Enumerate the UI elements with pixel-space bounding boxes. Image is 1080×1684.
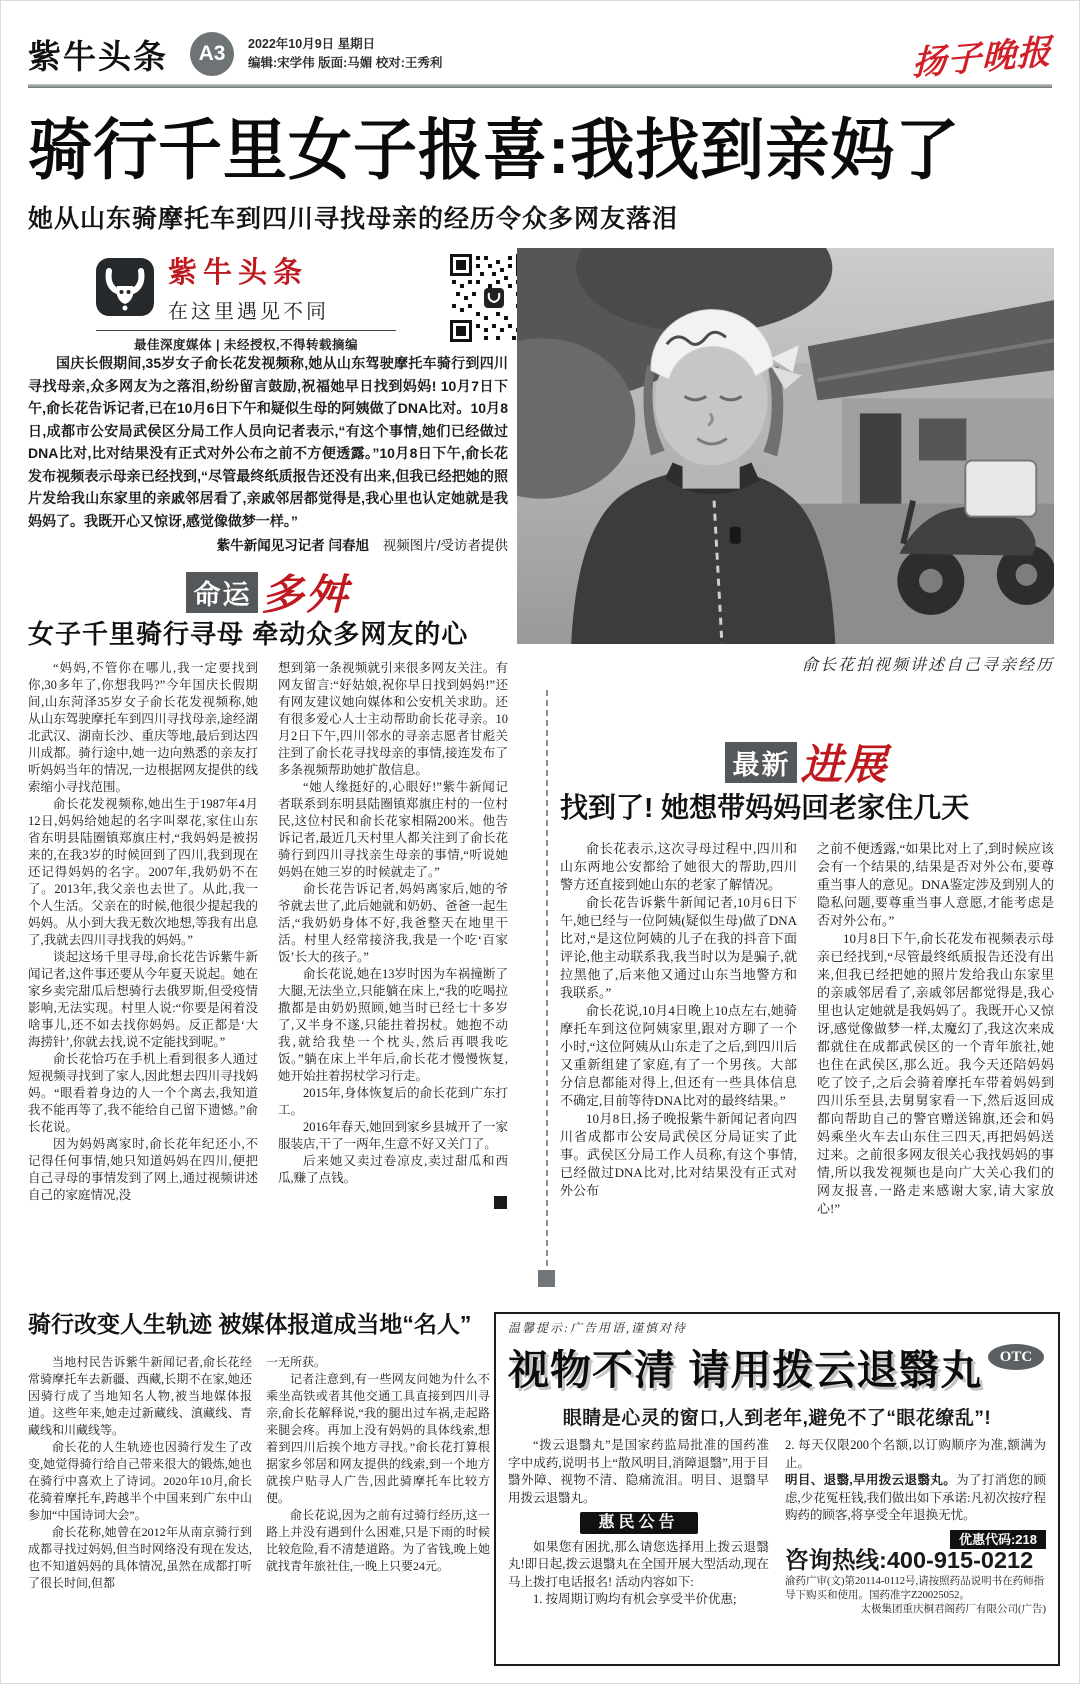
- ad-item-2: 2. 每天仅限200个名额,以订购顺序为准,额满为止。: [785, 1438, 1046, 1470]
- bull-logo-icon: [96, 258, 154, 316]
- paper-logo: 扬子晚报: [911, 32, 1053, 83]
- ad-notice-title: 惠民公告: [580, 1512, 698, 1534]
- ad-disclaimer: 温馨提示:广告用语,谨慎对待: [508, 1321, 687, 1335]
- ad-item-1: 1. 按周期订购均有机会享受半价优惠;: [533, 1592, 737, 1606]
- progress-badge-plain: 最新: [725, 742, 797, 783]
- article-end-marker: [494, 1196, 507, 1209]
- ad-intro: “拨云退翳丸”是国家药监局批准的国药准字中成药,说明书上“散风明目,消障退翳”,用于目翳外障、视物不清、隐痛流泪。明目、退翳早用拨云退翳丸。: [508, 1438, 769, 1505]
- masthead-date: 2022年10月9日 星期日: [248, 37, 376, 51]
- fate-section-badge: [28, 562, 508, 622]
- photo-illustration: [517, 248, 1054, 644]
- masthead: [28, 28, 1053, 83]
- fate-columns: [28, 660, 508, 1304]
- byline-reporter: 紫牛新闻见习记者 闫春旭: [216, 538, 369, 553]
- ad-smallprint: [785, 1575, 1046, 1617]
- byline: [28, 534, 508, 554]
- ad-hotline-number: 400-915-0212: [886, 1547, 1034, 1573]
- progress-columns: [560, 840, 1054, 1306]
- otc-badge-icon: OTC: [988, 1344, 1044, 1370]
- column-divider: [546, 690, 548, 1266]
- ad-hotline: [785, 1547, 1046, 1573]
- ad-column-left: [508, 1437, 769, 1617]
- ad-approval: 渝药广审(文)第20114-0112号,请按照药品说明书在药师指导下购买和使用。国药准字Z20025052。: [785, 1575, 1045, 1601]
- ad-promise: [785, 1472, 1046, 1525]
- brand-box: [96, 250, 440, 352]
- progress-column-1: 俞长花表示,这次寻母过程中,四川和山东两地公安都给了她很大的帮助,四川警方还直接到她山东的老家了解情况。 俞长花告诉紫牛新闻记者,10月6日下午,她已经与一位阿姨(疑似生母)做了DNA比对,“是这位阿姨的儿子在我的抖音下面评论,他主动联系我,我当时以为是骗子,就拉黑他了,后来他又通过山东当地警方和我联系。” 俞长花说,10月4日晚上10点左右,她骑摩托车到这位阿姨家里,跟对方聊了一个小时,“这位阿姨从山东走了之后,到四川后又重新组建了家庭,有了一个男孩。大部分信息都能对得上,但还有一些具体信息不确定,目前等待DNA比对的最终结果。” 10月8日,扬子晚报紫牛新闻记者向四川省成都市公安局武侯区分局证实了此事。武侯区分局工作人员称,有这个事情,已经做过DNA比对,比对结果没有正式对外公布: [560, 841, 797, 1198]
- news-photo: [517, 248, 1054, 644]
- ad-promise-bold: 明目、退翳,早用拨云退翳丸。: [785, 1473, 957, 1487]
- ad-title: 视物不清 请用拨云退翳丸: [508, 1347, 983, 1393]
- byline-credit: 视频图片/受访者提供: [382, 538, 508, 553]
- masthead-staff: 编辑:宋学伟 版面:马媚 校对:王秀利: [248, 56, 443, 70]
- brand-slogan: 在这里遇见不同: [168, 301, 329, 323]
- fate-badge-red: 多舛: [261, 573, 350, 619]
- ad-subtitle: 眼睛是心灵的窗口,人到老年,避免不了“眼花缭乱”!: [562, 1408, 992, 1429]
- progress-section-title: 找到了! 她想带妈妈回老家住几天: [560, 792, 970, 823]
- fate-column-1: “妈妈,不管你在哪儿,我一定要找到你,30多年了,你想我吗?”今年国庆长假期间,山东菏泽35岁女子俞长花发视频称,她从山东驾驶摩托车到四川寻找母亲,途经湖北武汉、湖南长沙、重庆等地,最后到达四川成都。骑行途中,她一边向熟悉的亲友打听妈妈当年的情况,一边根据网友提供的线索缩小寻找范围。 俞长花发视频称,她出生于1987年4月12日,妈妈给她起的名字叫翠花,家住山东省东明县陆圈镇郑旗庄村,“我妈妈是被拐来的,在我3岁的时候回到了四川,我到现在还记得妈妈的名字。2007年,我奶奶不在了。2013年,我父亲也去世了。从此,我一个人生活。父亲在的时候,他很少提起我的妈妈。从小到大我无数次地想,等我有出息了,我就去四川寻找我的妈妈。” 谈起这场千里寻母,俞长花告诉紫牛新闻记者,这件事还要从今年夏天说起。她在家乡卖完甜瓜后想骑行去俄罗斯,但受疫情影响,无法实现。村里人说:“你要是闲着没啥事儿,还不如去找你妈妈。反正都是‘大海捞针’,你就去找,说不定能找到呢。” 俞长花恰巧在手机上看到很多人通过短视频寻找到了家人,因此想去四川寻找妈妈。“眼看着身边的人一个个离去,我知道我不能再等了,我不能给自己留下遗憾。”俞长花说。 因为妈妈离家时,俞长花年纪还小,不记得任何事情,她只知道妈妈在四川,便把自己寻母的事情发到了网上,通过视频讲述自己的家庭情况,没: [28, 661, 258, 1202]
- brand-name: 紫牛头条: [168, 257, 309, 289]
- photo-caption: 俞长花拍视频讲述自己寻亲经历: [801, 657, 1054, 674]
- ad-notice-text: 如果您有困扰,那么请您选择用上拨云退翳丸!即日起,拨云退翳丸在全国开展大型活动,现在马上拨打电话报名! 活动内容如下:: [508, 1539, 769, 1589]
- masthead-meta: [248, 35, 442, 73]
- ad-column-right: [785, 1437, 1046, 1617]
- ad-hotline-label: 咨询热线:: [785, 1547, 887, 1573]
- divider-end-square: [538, 1270, 555, 1287]
- ad-columns: [508, 1437, 1046, 1617]
- lead-paragraph-block: [28, 352, 508, 532]
- page-number-badge: A3: [190, 32, 234, 76]
- riding-column-1: 当地村民告诉紫牛新闻记者,俞长花经常骑摩托车去新疆、西藏,长期不在家,她还因骑行成了当地知名人物,被当地媒体报道。这些年来,她走过新藏线、滇藏线、青藏线和川藏线等。 俞长花的人生轨迹也因骑行发生了改变,她觉得骑行给自己带来很大的锻炼,她也在骑行中喜欢上了诗词。2020年10月,俞长花骑着摩托车,跨越半个中国来到广东中山参加“中国诗词大会”。 俞长花称,她曾在2012年从南京骑行到成都寻找过妈妈,但当时网络没有现在发达,也不知道妈妈的具体情况,虽然在成都打听了很长时间,但都: [28, 1355, 252, 1590]
- ad-company: 太极集团重庆桐君阁药厂有限公司(广告): [860, 1603, 1046, 1615]
- fate-badge-plain: 命运: [186, 572, 258, 613]
- ad-promise-rest: 为了打消您的顾虑,少花冤枉钱,我们做出如下承诺:凡初次按疗程购药的顾客,将享受全年退换无忧。: [785, 1473, 1046, 1522]
- ad-box: [494, 1312, 1060, 1666]
- main-headline: 骑行千里女子报喜:我找到亲妈了: [28, 112, 961, 188]
- riding-column-2: 一无所获。 记者注意到,有一些网友问她为什么不乘坐高铁或者其他交通工具直接到四川寻亲,俞长花解释说,“我的腿出过车祸,走起路来腿会疼。再加上没有妈妈的具体线索,想着到四川后挨个地方寻找。”俞长花打算根据家乡邻居和网友提供的线索,到一个地方就挨户贴寻人广告,因此骑摩托车比较方便。 俞长花说,因为之前有过骑行经历,这一路上并没有遇到什么困难,只是下雨的时候比较危险,看不清楚道路。为了省钱,晚上她就找青年旅社住,一晚上只要24元。: [266, 1355, 490, 1573]
- progress-badge-red: 进展: [800, 743, 889, 789]
- subheadline: 她从山东骑摩托车到四川寻找母亲的经历令众多网友落泪: [28, 205, 679, 233]
- riding-columns: [28, 1354, 490, 1670]
- ad-code-badge: 优惠代码:218: [950, 1530, 1046, 1550]
- fate-section-title: 女子千里骑行寻母 牵动众多网友的心: [28, 619, 469, 649]
- progress-section-badge: [560, 732, 1054, 792]
- brand-tagline: 最佳深度媒体 | 未经授权,不得转载摘编: [96, 330, 396, 353]
- progress-column-2: 之前不便透露,“如果比对上了,到时候应该会有一个结果的,结果是否对外公布,要尊重当事人的意见。DNA鉴定涉及到别人的隐私问题,要尊重当事人意愿,才能考虑是否对外公布。” 10月8日下午,俞长花发布视频表示母亲已经找到,“尽管最终纸质报告还没有出来,但我已经把她的照片发给我山东家里的亲戚邻居看了,亲戚邻居都觉得是,我心里也认定她就是我妈妈了。我既开心又惊讶,感觉像做梦一样,太魔幻了,我这次来成都就住在成都武侯区的一个青年旅社,她也住在武侯区,那么近。我今天还陪妈妈吃了饺子,之后会骑着摩托车带着妈妈到四川乐至县,去舅舅家看一下,然后返回成都向帮助自己的警官赠送锦旗,还会和妈妈乘坐火车去山东住三四天,再把妈妈送过来。之前很多网友很关心我找妈妈的事情,所以我发视频也是向广大关心我们的网友报喜,一路走来感谢大家,请大家放心!”: [817, 841, 1054, 1216]
- masthead-rule: [28, 84, 1052, 88]
- masthead-section-name: 紫牛头条: [28, 37, 168, 75]
- lead-paragraph: 国庆长假期间,35岁女子俞长花发视频称,她从山东驾驶摩托车骑行到四川寻找母亲,众多网友为之落泪,纷纷留言鼓励,祝福她早日找到妈妈! 10月7日下午,俞长花告诉记者,已在10月6日下午和疑似生母的阿姨做了DNA比对。10月8日,成都市公安局武侯区分局工作人员向记者表示,“有这个事情,她们已经做过DNA比对,比对结果没有正式对外公布之前不方便透露。”10月8日下午,俞长花发布视频表示母亲已经找到,“尽管最终纸质报告还没有出来,但我已经把她的照片发给我山东家里的亲戚邻居看了,亲戚邻居都觉得是,我心里也认定她就是我妈妈了。我既开心又惊讶,感觉像做梦一样。”: [28, 355, 508, 529]
- riding-section-title: 骑行改变人生轨迹 被媒体报道成当地“名人”: [28, 1311, 472, 1337]
- fate-column-2: 想到第一条视频就引来很多网友关注。有网友留言:“好姑娘,祝你早日找到妈妈!”还有网友建议她向媒体和公安机关求助。还有很多爱心人士主动帮助俞长花寻亲。10月2日下午,四川邻水的寻亲志愿者甘彪关注到了俞长花寻找母亲的事情,接连发布了多条视频帮助她扩散信息。 “她人缘挺好的,心眼好!”紫牛新闻记者联系到东明县陆圈镇郑旗庄村的一位村民,这位村民和俞长花家相隔200米。他告诉记者,最近几天村里人都关注到了俞长花骑行到四川寻找亲生母亲的事情,“听说她妈妈在她三岁的时候就走了。” 俞长花告诉记者,妈妈离家后,她的爷爷就去世了,此后她就和奶奶、爸爸一起生活,“我奶奶身体不好,我爸整天在地里干活。村里人经常接济我,我是一个吃‘百家饭’长大的孩子。” 俞长花说,她在13岁时因为车祸撞断了大腿,无法坐立,只能躺在床上,“我的吃喝拉撒都是由奶奶照顾,她当时已经七十多岁了,又半身不遂,只能拄着拐杖。她抱不动我,就给我垫一个枕头,然后再喂我吃饭。”躺在床上半年后,俞长花才慢慢恢复,她开始拄着拐杖学习行走。 2015年,身体恢复后的俞长花到广东打工。 2016年春天,她回到家乡县城开了一家服装店,干了一两年,生意不好又关门了。 后来她又卖过卷凉皮,卖过甜瓜和西瓜,赚了点钱。: [278, 661, 508, 1185]
